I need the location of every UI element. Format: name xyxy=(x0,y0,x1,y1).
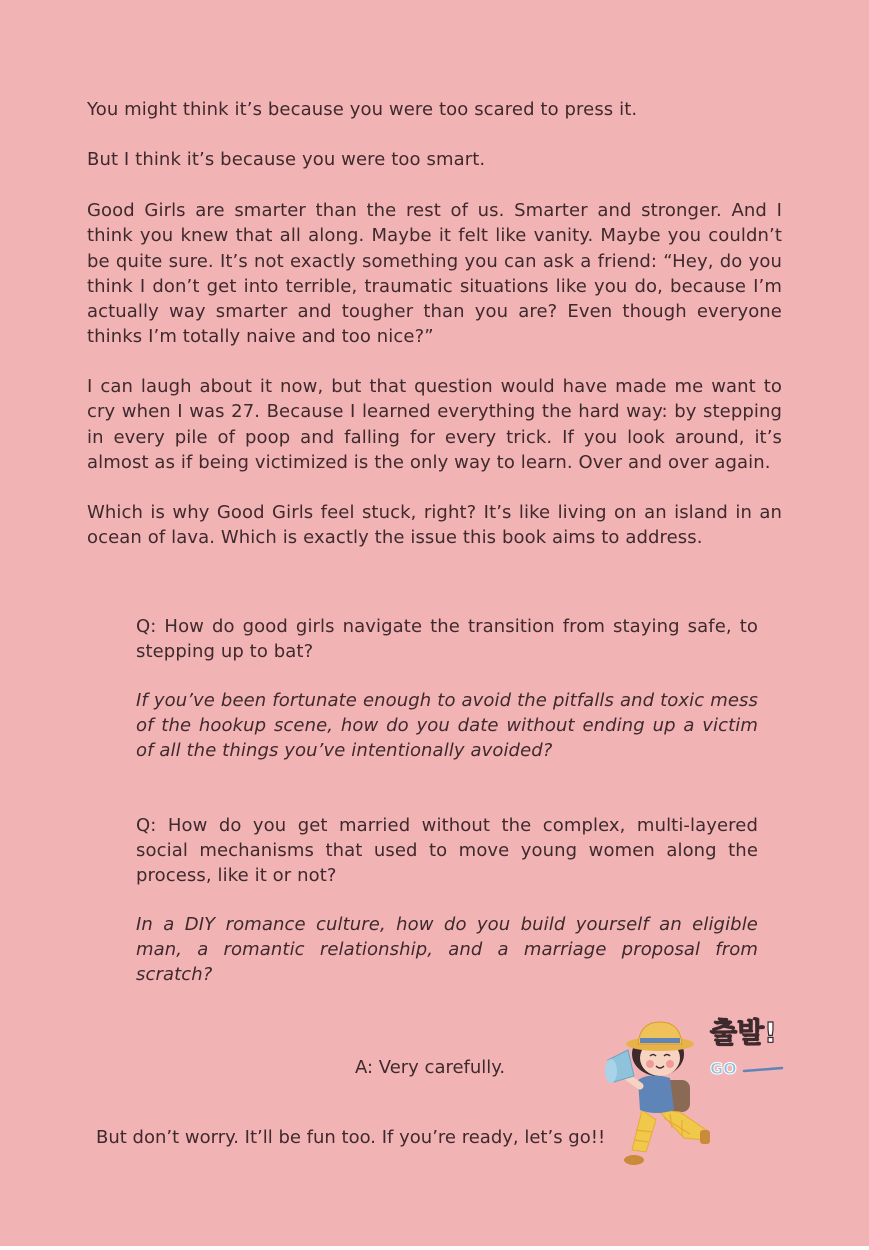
qa-1-elaboration: If you’ve been fortunate enough to avoid the pitfalls and toxic mess of the hookup scene, how do you date without ending up a victim of all the things you’ve intentionally avoided? xyxy=(136,690,758,761)
go-text: GO xyxy=(710,1059,737,1078)
page-bottom-edge xyxy=(0,1246,869,1250)
answer-line: A: Very carefully. xyxy=(355,1057,506,1078)
qa-2-elaboration: In a DIY romance culture, how do you build yourself an eligible man, a romantic relationship, and a marriage proposal from scratch? xyxy=(136,914,758,985)
paragraph-5: Which is why Good Girls feel stuck, right? It’s like living on an island in an ocean of lava. Which is exactly the issue this book aims to address. xyxy=(87,502,782,549)
megaphone-bell xyxy=(605,1059,617,1083)
shirt xyxy=(638,1075,674,1113)
left-shoe xyxy=(624,1155,644,1165)
korean-exclamation-text: 출발! xyxy=(710,1016,777,1049)
cheek-right xyxy=(666,1060,674,1068)
girl-explorer-with-megaphone-illustration xyxy=(600,1010,790,1175)
cheek-left xyxy=(646,1060,654,1068)
qa-1-question: Q: How do good girls navigate the transition from staying safe, to stepping up to bat? xyxy=(136,616,758,662)
qa-2-question: Q: How do you get married without the complex, multi-layered social mechanisms that used to move young women along the process, like it or not? xyxy=(136,815,758,886)
hat-band xyxy=(640,1038,680,1043)
paragraph-1: You might think it’s because you were too scared to press it. xyxy=(87,99,638,120)
paragraph-4: I can laugh about it now, but that question would have made me want to cry when I was 27. Because I learned everything the hard way: by stepping in every pile of poop and falling for every trick. If you look around, it’s almost as if being victimized is the only way to learn. Over and over again. xyxy=(87,376,782,473)
paragraph-2: But I think it’s because you were too smart. xyxy=(87,149,486,170)
closing-line: But don’t worry. It’ll be fun too. If you’re ready, let’s go!! xyxy=(96,1127,606,1148)
paragraph-3: Good Girls are smarter than the rest of us. Smarter and stronger. And I think you knew that all along. Maybe it felt like vanity. Maybe you couldn’t be quite sure. It’s not exactly something you can ask a friend: “Hey, do you think I don’t get into terrible, traumatic situations like you do, because I’m actually way smarter and tougher than you are? Even though everyone thinks I’m totally naive and too nice?” xyxy=(87,200,782,348)
go-line xyxy=(744,1068,782,1071)
right-shoe xyxy=(700,1130,710,1144)
